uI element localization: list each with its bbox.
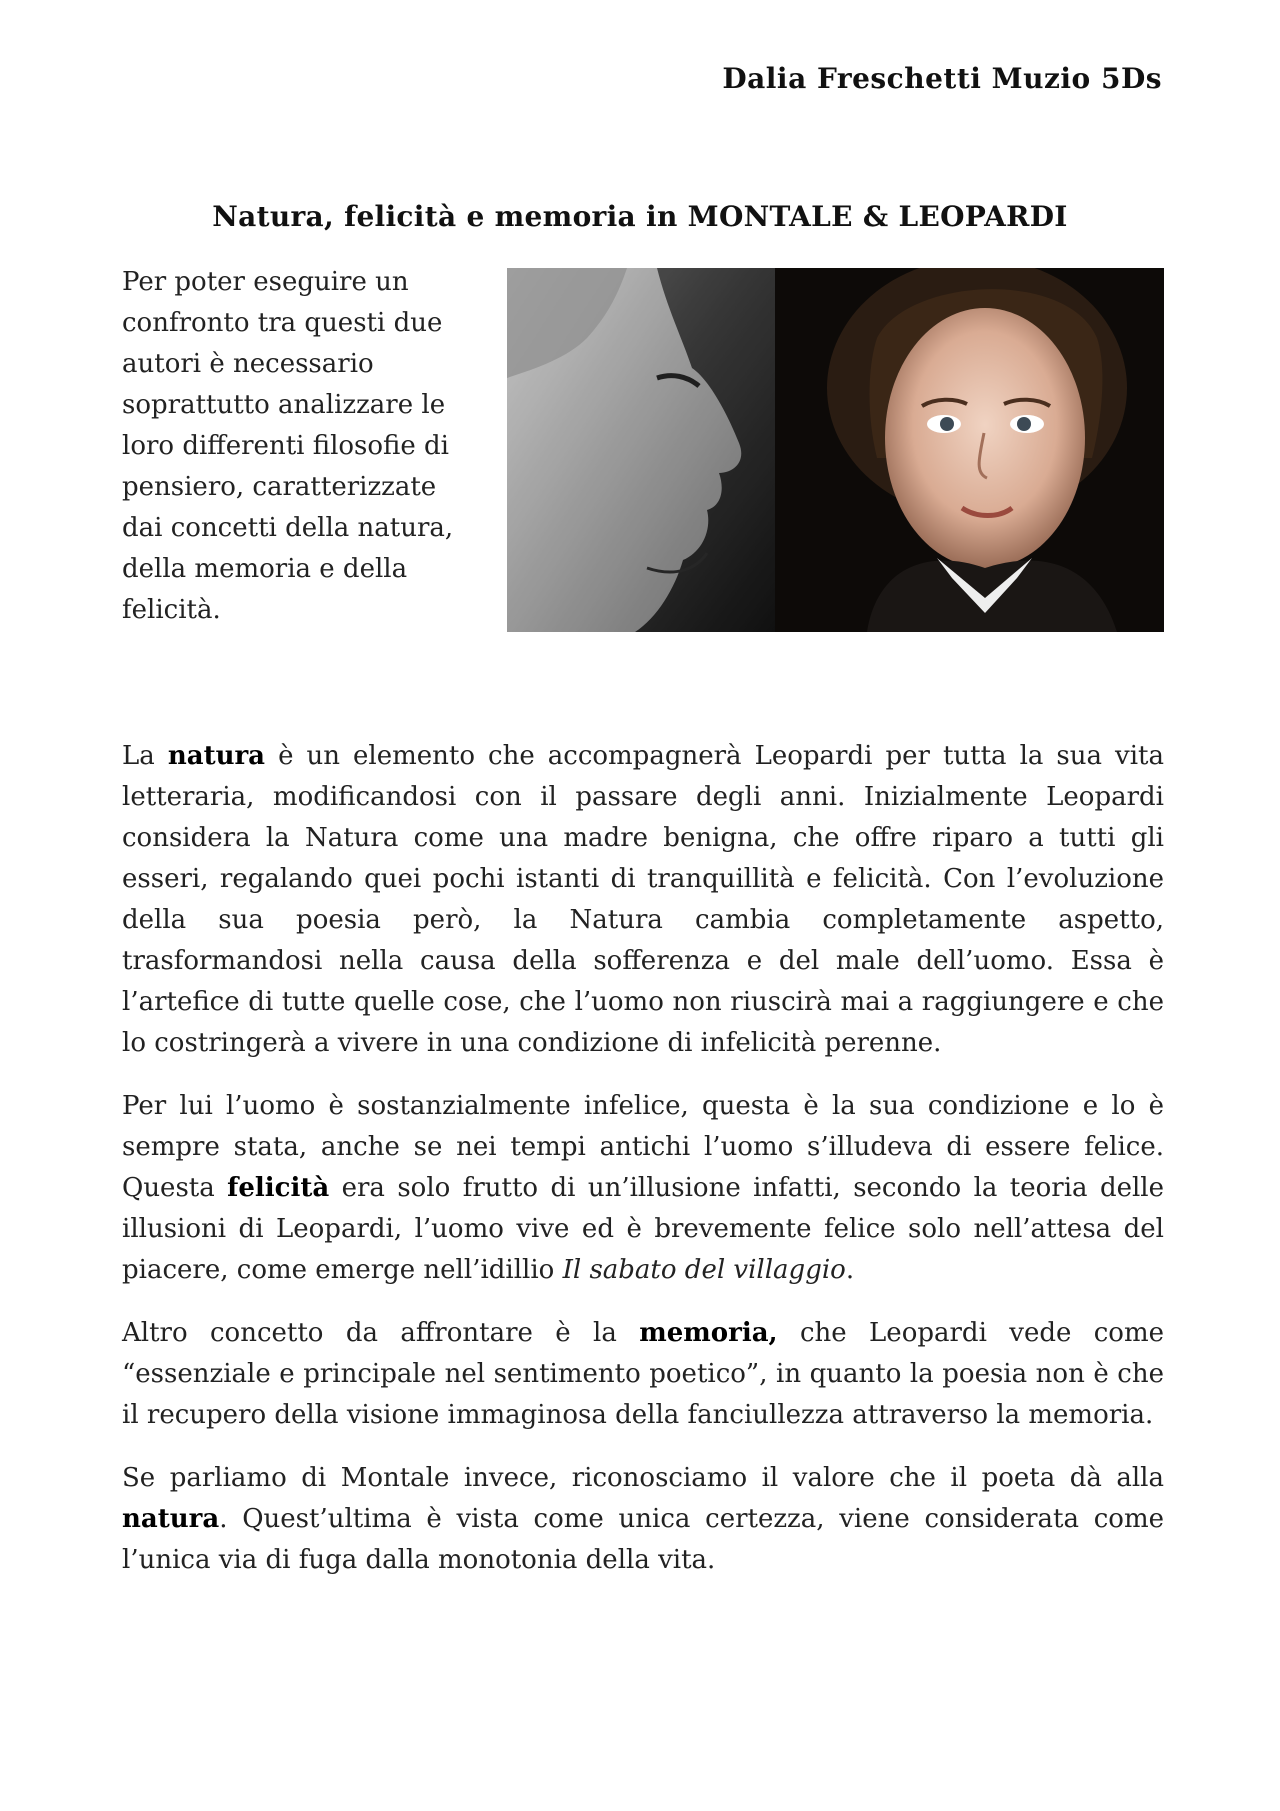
body-text <box>122 736 1164 1603</box>
keyword-memoria: memoria, <box>639 1318 778 1348</box>
portraits-image <box>507 268 1164 632</box>
paragraph-natura-montale: Se parliamo di Montale invece, riconosciamo il valore che il poeta dà alla natura. Quest’ultima è vista come unica certezza, viene considerata come l’unica via di fuga dalla monotonia della vita. <box>122 1463 1164 1575</box>
author-name: Dalia Freschetti Muzio 5Ds <box>722 62 1162 95</box>
intro-paragraph: Per poter eseguire un confronto tra questi due autori è necessario soprattutto analizzare le loro differenti filosofie di pensiero, caratterizzate dai concetti della natura, della memoria e della felicità. <box>122 267 454 625</box>
paragraph-natura-leopardi: La natura è un elemento che accompagnerà Leopardi per tutta la sua vita letteraria, modificandosi con il passare degli anni. Inizialmente Leopardi considera la Natura come una madre benigna, che offre riparo a tutti gli esseri, regalando quei pochi istanti di tranquillità e felicità. Con l’evoluzione della sua poesia però, la Natura cambia completamente aspetto, trasformandosi nella causa della sofferenza e del male dell’uomo. Essa è l’artefice di tutte quelle cose, che l’uomo non riuscirà mai a raggiungere e che lo costringerà a vivere in una condizione di infelicità perenne. <box>122 741 1164 1058</box>
paragraph-memoria: Altro concetto da affrontare è la memoria, che Leopardi vede come “essenziale e principale nel sentimento poetico”, in quanto la poesia non è che il recupero della visione immaginosa della fanciullezza attraverso la memoria. <box>122 1318 1164 1430</box>
keyword-felicita: felicità <box>227 1173 330 1203</box>
keyword-natura-montale: natura <box>122 1504 220 1534</box>
keyword-natura: natura <box>167 741 266 771</box>
paragraph-felicita: Per lui l’uomo è sostanzialmente infelice, questa è la sua condizione e lo è sempre stata, anche se nei tempi antichi l’uomo s’illudeva di essere felice. Questa felicità era solo frutto di un’illusione infatti, secondo la teoria delle illusioni di Leopardi, l’uomo vive ed è brevemente felice solo nell’attesa del piacere, come emerge nell’idillio Il sabato del villaggio. <box>122 1091 1164 1285</box>
work-title: Il sabato del villaggio <box>562 1255 846 1285</box>
leopardi-portrait <box>775 268 1164 632</box>
montale-portrait <box>507 268 775 632</box>
document-title: Natura, felicità e memoria in MONTALE & LEOPARDI <box>212 200 1068 233</box>
